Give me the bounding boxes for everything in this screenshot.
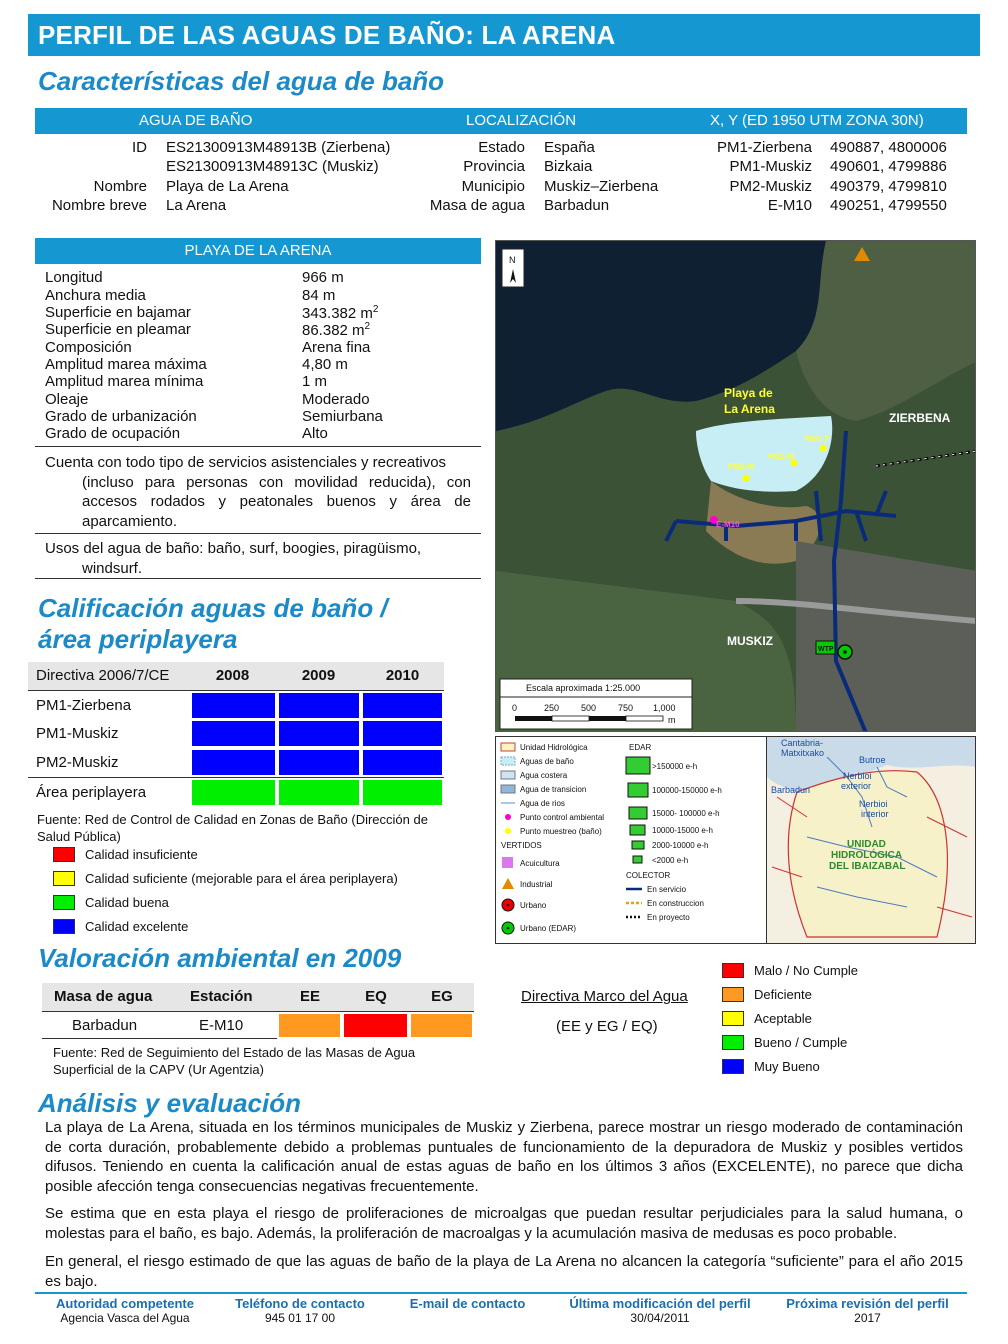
prop-value: 84 m — [302, 287, 336, 304]
footer-value: 2017 — [854, 1311, 881, 1325]
loc-label: Masa de agua — [429, 197, 525, 214]
calif-row — [28, 777, 444, 806]
section-title-analisis: Análisis y evaluación — [38, 1088, 302, 1118]
legend-text: 10000-15000 e-h — [652, 826, 713, 835]
calificacion-table — [28, 662, 444, 806]
legend-label: Muy Bueno — [754, 1059, 820, 1074]
swatch — [722, 987, 744, 1002]
footer-value: 30/04/2011 — [630, 1311, 690, 1325]
legend-text: 100000-150000 e-h — [652, 786, 722, 795]
directiva-marco: Directiva Marco del Agua — [521, 988, 688, 1005]
legend-label: Calidad excelente — [85, 919, 189, 934]
header-band — [35, 108, 967, 134]
prop-label: Superficie en bajamar — [45, 304, 191, 321]
legend-item — [53, 870, 398, 894]
calif-row-label: Área periplayera — [36, 784, 147, 801]
calif-cell — [190, 719, 277, 748]
val-row — [42, 1011, 474, 1039]
scale-tick: 750 — [618, 703, 634, 713]
prop-label: Superficie en pleamar — [45, 321, 191, 338]
footer-col — [770, 1296, 965, 1325]
inset-unidad-2: HIDROLÓGICA — [831, 850, 903, 861]
legend-label: Calidad buena — [85, 895, 169, 910]
north-label: N — [509, 255, 516, 265]
id-label: ID — [132, 139, 147, 156]
prop-value: Semiurbana — [302, 408, 383, 425]
inset-map-graphic — [767, 737, 976, 944]
legend-text: En proyecto — [647, 913, 690, 922]
footer-col — [385, 1296, 550, 1311]
legend-label: Calidad insuficiente — [85, 847, 198, 862]
prop-label: Amplitud marea máxima — [45, 356, 207, 373]
loc-label: Municipio — [461, 178, 525, 195]
calif-cell — [361, 778, 444, 807]
legend-text: En servicio — [647, 885, 687, 894]
legend-text: Agua costera — [520, 771, 568, 780]
map-em10-label: E-M10 — [716, 520, 740, 529]
prop-value: Moderado — [302, 391, 370, 408]
inset-map[interactable] — [766, 736, 976, 944]
prop-value-with-sup — [302, 304, 378, 322]
legend-text: Acuicultura — [520, 859, 560, 868]
coord-label: PM1-Muskiz — [729, 158, 812, 175]
map-legend — [495, 736, 771, 944]
coord-value: 490887, 4800006 — [830, 139, 947, 156]
breve-label: Nombre breve — [51, 197, 147, 214]
calif-cell — [190, 748, 277, 777]
inset-barbadun: Barbadun — [771, 785, 811, 795]
calif-rows — [28, 690, 444, 806]
prop-value: 1 m — [302, 373, 328, 390]
inset-butroe: Butroe — [859, 755, 886, 765]
legend-item — [722, 1058, 858, 1082]
valoracion-table — [42, 983, 474, 1039]
band-localizacion: LOCALIZACIÓN — [466, 112, 577, 129]
legend-text: Agua de rios — [520, 799, 565, 808]
prop-value: Alto — [302, 425, 328, 442]
coord-value: 490379, 4799810 — [830, 178, 947, 195]
map-legend-graphic — [496, 737, 772, 945]
calif-cell — [277, 748, 361, 777]
scale-tick: 0 — [512, 703, 518, 713]
servicios-text — [45, 453, 471, 531]
legend-label: Aceptable — [754, 1011, 812, 1026]
inset-unidad-1: UNIDAD — [847, 839, 886, 850]
inset-nerbioi-int-2: interior — [861, 809, 889, 819]
footer-heading: E-mail de contacto — [409, 1296, 526, 1311]
swatch — [722, 963, 744, 978]
analisis-p2: Se estima que en esta playa el riesgo de proliferaciones de microalgas que puedan resultar perjudiciales para la salud humana, o molestas para el baño, es bajo. Además, la proliferación de macroalgas y la acumulación masiva de medusas es poco probable. — [45, 1205, 963, 1242]
sup: 2 — [372, 304, 379, 315]
year-2008: 2008 — [215, 667, 250, 684]
calificacion-line-1: Calificación aguas de baño / — [38, 593, 388, 623]
swatch — [53, 847, 75, 862]
breve-value: La Arena — [166, 197, 227, 214]
year-2009: 2009 — [301, 667, 336, 684]
year-2010: 2010 — [385, 667, 420, 684]
prop-value: 4,80 m — [302, 356, 348, 373]
legend-label: Calidad suficiente (mejorable para el área periplayera) — [85, 871, 398, 886]
calif-cell — [277, 691, 361, 720]
map-zierbena-label: ZIERBENA — [889, 411, 951, 425]
map-playa-label-2: La Arena — [724, 402, 775, 416]
val-h-masa: Masa de agua — [54, 988, 153, 1005]
divider — [35, 446, 481, 447]
prop-label: Anchura media — [45, 287, 146, 304]
nombre-label: Nombre — [93, 178, 147, 195]
legend-label: Bueno / Cumple — [754, 1035, 848, 1050]
calif-cell — [361, 748, 444, 777]
band-coords: X, Y (ED 1950 UTM ZONA 30N) — [710, 112, 924, 129]
footer-heading: Teléfono de contacto — [235, 1296, 365, 1311]
calificacion-line-2: área periplayera — [38, 624, 238, 654]
prop-value: 343.382 m — [302, 305, 373, 322]
loc-label: Estado — [478, 139, 525, 156]
servicios-first: Cuenta con todo tipo de servicios asistenciales y recreativos — [45, 454, 447, 471]
divider — [35, 533, 481, 534]
coord-label: PM2-Muskiz — [729, 178, 812, 195]
legend-text: Punto control ambiental — [520, 813, 605, 822]
calif-fuente: Fuente: Red de Control de Calidad en Zonas de Baño (Dirección de Salud Pública) — [37, 812, 428, 844]
section-title-caracteristicas: Características del agua de baño — [38, 66, 445, 96]
calif-cell — [361, 719, 444, 748]
section-title-calificacion — [38, 593, 388, 655]
nombre-value: Playa de La Arena — [166, 178, 289, 195]
legend-text: Industrial — [520, 880, 553, 889]
footer-heading: Autoridad competente — [56, 1296, 194, 1311]
val-h-eg: EG — [431, 988, 453, 1005]
legend-item — [722, 1034, 858, 1058]
calif-row-label: PM1-Zierbena — [36, 697, 132, 714]
calif-cell — [277, 719, 361, 748]
legend-text: Agua de transicion — [520, 785, 587, 794]
inset-nerbioi-ext-1: Nerbioi — [843, 771, 872, 781]
swatch — [53, 919, 75, 934]
playa-band: PLAYA DE LA ARENA — [35, 238, 481, 264]
footer-value: Agencia Vasca del Agua — [60, 1311, 190, 1325]
val-h-ee: EE — [299, 988, 320, 1005]
val-cell-eq — [342, 1012, 409, 1039]
vertidos-title: VERTIDOS — [501, 841, 542, 850]
legend-text: Urbano (EDAR) — [520, 924, 577, 933]
ee-eg-eq: (EE y EG / EQ) — [556, 1018, 658, 1035]
footer — [35, 1296, 967, 1336]
coord-label: PM1-Zierbena — [716, 139, 812, 156]
inset-unidad-3: DEL IBAIZABAL — [829, 861, 906, 872]
legend-item — [722, 986, 858, 1010]
coord-value: 490601, 4799886 — [830, 158, 947, 175]
legend-text: >150000 e-h — [652, 762, 698, 771]
loc-value: Muskiz–Zierbena — [544, 178, 659, 195]
legend-label: Deficiente — [754, 987, 812, 1002]
edar-title: EDAR — [629, 743, 652, 752]
sampling-point — [743, 475, 750, 482]
val-cell-ee — [277, 1012, 342, 1039]
scale-label: Escala aproximada 1:25.000 — [526, 683, 641, 693]
footer-heading: Última modificación del perfil — [569, 1296, 751, 1311]
legend-text: Aguas de baño — [520, 757, 574, 766]
usos-rest: windsurf. — [82, 559, 143, 577]
legend-text: Urbano — [520, 901, 547, 910]
prop-value-with-sup — [302, 321, 370, 339]
usos-first: Usos del agua de baño: baño, surf, boogies, piragüismo, — [45, 540, 422, 557]
sup: 2 — [364, 321, 371, 332]
id-value-2: ES21300913M48913C (Muskiz) — [166, 158, 379, 175]
prop-value: 86.382 m — [302, 322, 365, 339]
prop-label: Grado de urbanización — [45, 408, 197, 425]
val-h-estacion: Estación — [190, 988, 253, 1005]
id-value-1: ES21300913M48913B (Zierbena) — [166, 139, 391, 156]
footer-divider — [35, 1292, 967, 1294]
prop-label: Composición — [45, 339, 132, 356]
inset-nerbioi-ext-2: exterior — [841, 781, 872, 791]
val-h-eq: EQ — [365, 988, 387, 1005]
calif-cell — [190, 691, 277, 720]
swatch — [722, 1011, 744, 1026]
map-muskiz-label: MUSKIZ — [727, 634, 773, 648]
legend-text: En construccion — [647, 899, 704, 908]
swatch — [53, 895, 75, 910]
map-graphic — [496, 241, 976, 732]
loc-label: Provincia — [463, 158, 525, 175]
location-map[interactable] — [495, 240, 976, 732]
footer-col — [215, 1296, 385, 1325]
legend-item — [722, 1010, 858, 1034]
calif-cell — [361, 691, 444, 720]
calif-row-label: PM1-Muskiz — [36, 725, 119, 742]
analisis-p3: En general, el riesgo estimado de que las aguas de baño de la playa de La Arena no alcancen la categoría “suficiente” para el año 2015 es bajo. — [45, 1253, 963, 1290]
coord-label: E-M10 — [767, 197, 812, 214]
legend-text: Unidad Hidrológica — [520, 743, 588, 752]
map-pm1z-label: PM1-Z — [805, 435, 829, 444]
inset-matxitxako: Matxitxako — [781, 748, 825, 758]
legend-item — [53, 918, 398, 942]
footer-col — [555, 1296, 765, 1325]
prop-label: Grado de ocupación — [45, 425, 181, 442]
colector-title: COLECTOR — [626, 871, 671, 880]
prop-value: Arena fina — [302, 339, 371, 356]
divider — [35, 578, 481, 579]
calif-cell — [277, 778, 361, 807]
map-pm2m-label: PM2-M — [728, 462, 754, 471]
map-pm1m-label: PM1-M — [768, 452, 794, 461]
inset-cantabria: Cantabria- — [781, 738, 824, 748]
footer-col — [35, 1296, 215, 1325]
scale-tick: 250 — [544, 703, 560, 713]
val-legend — [722, 962, 858, 1082]
footer-heading: Próxima revisión del perfil — [786, 1296, 949, 1311]
val-estacion: E-M10 — [199, 1017, 244, 1034]
calif-row — [28, 719, 444, 748]
val-masa: Barbadun — [72, 1017, 138, 1034]
prop-label: Longitud — [45, 269, 103, 286]
analisis-p1: La playa de La Arena, situada en los términos municipales de Muskiz y Zierbena, parece mostrar un riesgo moderado de contaminación de corta duración, probablemente debido a problemas puntuales de funcionamiento de la depuradora de Muskiz y posibles vertidos difusos. Teniendo en cuenta la calificación anual de estas aguas de baño en los últimos 3 años (EXCELENTE), no parece que dicha posible afección tenga consecuencias negativas frecuentemente. — [45, 1119, 963, 1195]
calif-cell — [190, 778, 277, 807]
legend-text: 2000-10000 e-h — [652, 841, 709, 850]
scale-tick: 1,000 — [653, 703, 676, 713]
prop-value: 966 m — [302, 269, 344, 286]
prop-label: Oleaje — [45, 391, 89, 408]
val-header — [42, 983, 474, 1011]
footer-value: 945 01 17 00 — [264, 1311, 336, 1325]
page-title: PERFIL DE LAS AGUAS DE BAÑO: LA ARENA — [28, 14, 980, 56]
map-playa-label-1: Playa de — [724, 386, 773, 400]
loc-value: España — [544, 139, 595, 156]
loc-value: Barbadun — [544, 197, 610, 214]
legend-text: <2000 e-h — [652, 856, 689, 865]
val-cell-eg — [409, 1012, 474, 1039]
band-agua: AGUA DE BAÑO — [139, 112, 253, 129]
legend-label: Malo / No Cumple — [754, 963, 859, 978]
calif-legend — [53, 846, 398, 942]
legend-text: 15000- 100000 e-h — [652, 809, 720, 818]
wtp-text: WTP — [818, 646, 834, 653]
calif-row — [28, 748, 444, 777]
coord-value: 490251, 4799550 — [830, 197, 947, 214]
usos-text — [45, 539, 471, 578]
swatch — [53, 871, 75, 886]
legend-item — [722, 962, 858, 986]
calif-header-label: Directiva 2006/7/CE — [36, 667, 170, 684]
legend-text: Punto muestreo (baño) — [520, 827, 602, 836]
calif-row — [28, 690, 444, 719]
scale-tick: 500 — [581, 703, 597, 713]
swatch — [722, 1059, 744, 1074]
calif-row-label: PM2-Muskiz — [36, 754, 119, 771]
val-fuente: Fuente: Red de Seguimiento del Estado de las Masas de Agua Superficial de la CAPV (Ur Agentzia) — [53, 1045, 416, 1077]
legend-item — [53, 846, 398, 870]
scale-unit: m — [668, 715, 676, 725]
calif-header — [28, 662, 444, 690]
sampling-point — [820, 445, 827, 452]
section-title-valoracion: Valoración ambiental en 2009 — [38, 943, 402, 973]
legend-item — [53, 894, 398, 918]
swatch — [722, 1035, 744, 1050]
inset-nerbioi-int-1: Nerbioi — [859, 799, 888, 809]
prop-label: Amplitud marea mínima — [45, 373, 204, 390]
servicios-rest: (incluso para personas con movilidad reducida), con accesos rodados y peatonales buenos y área de aparcamiento. — [82, 473, 471, 530]
loc-value: Bizkaia — [544, 158, 593, 175]
